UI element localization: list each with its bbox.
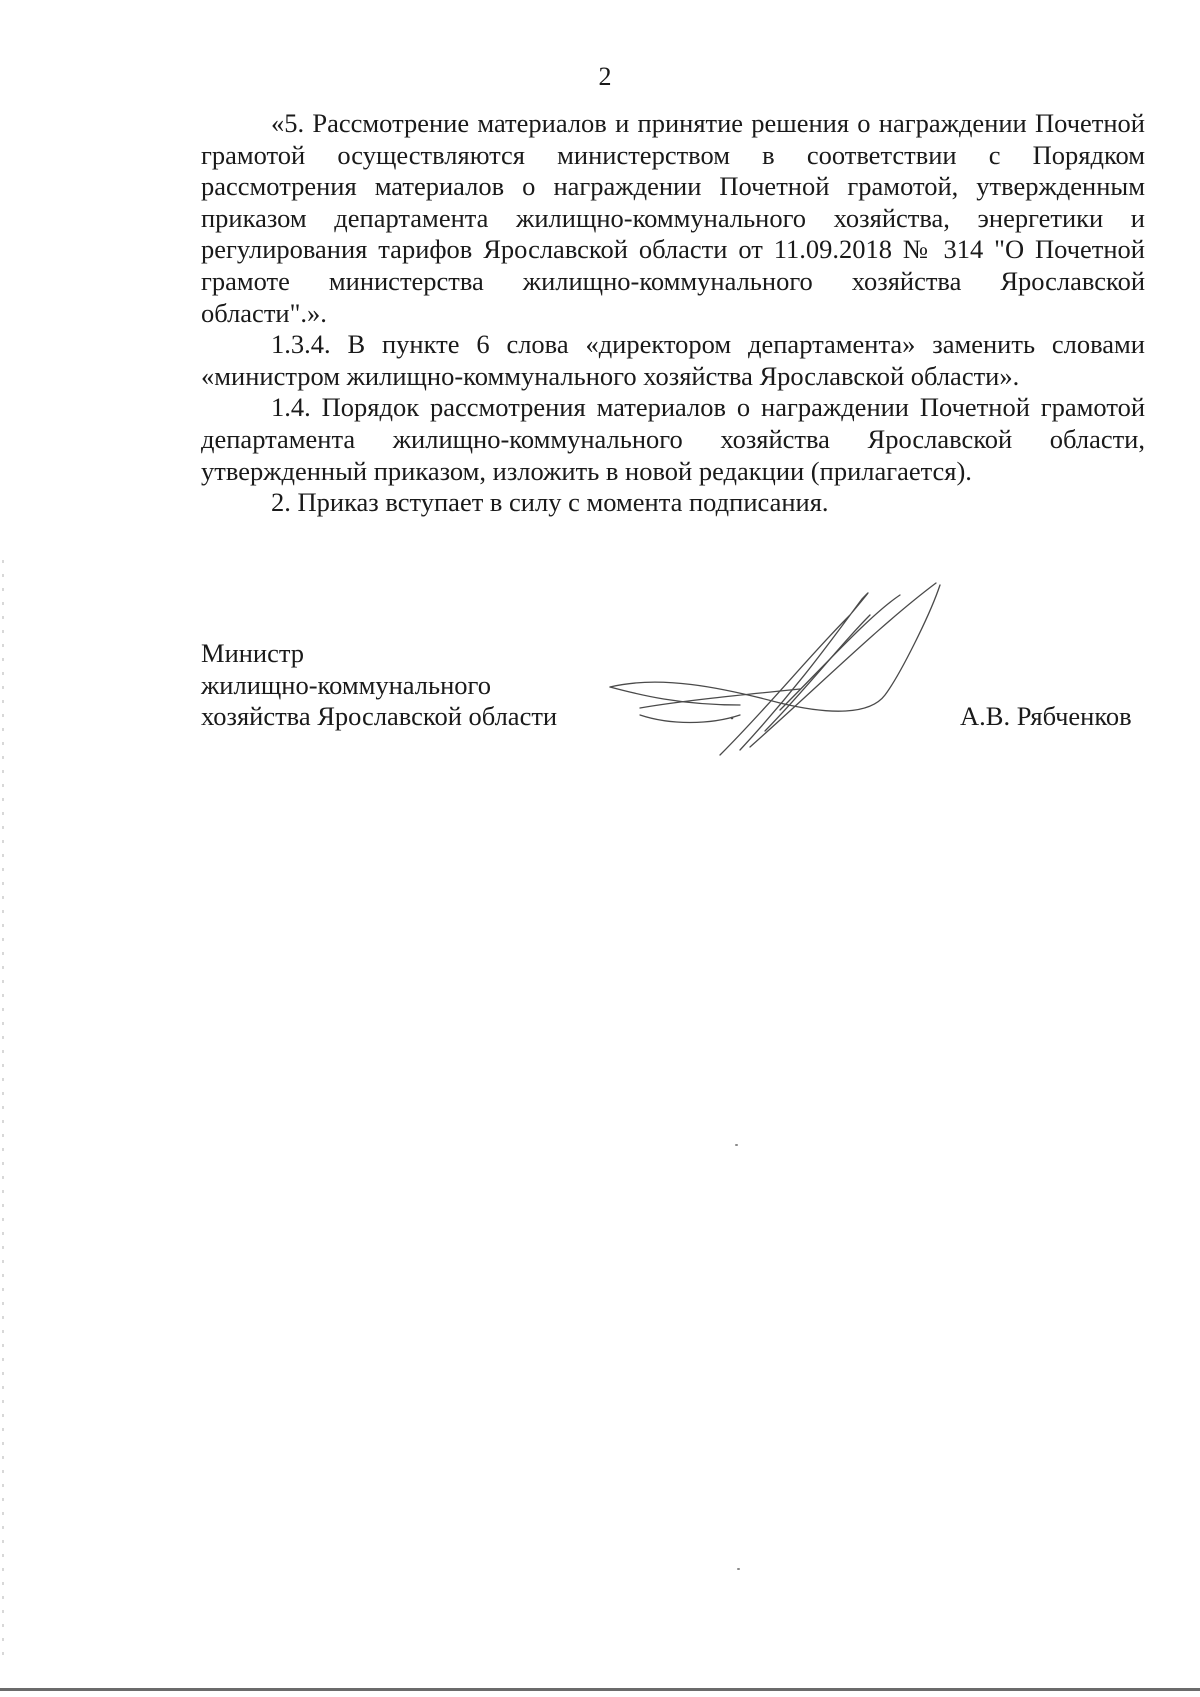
document-body — [201, 108, 1145, 519]
paragraph-2-effective: 2. Приказ вступает в силу с момента подписания. — [271, 487, 829, 518]
signer-title-line: Министр — [201, 638, 305, 668]
signer-title-line: жилищно-коммунального — [201, 669, 491, 700]
scan-speck — [737, 1568, 740, 1570]
scan-edge-artifact — [2, 560, 4, 1660]
paragraph-5-procedure: «5. Рассмотрение материалов и принятие решения о награждении Почетной грамотой осуществляются министерством в соответствии с Порядком рассмотрения материалов о награждении Почетной грамотой, утвержденным приказом департамента жилищно-коммунального хозяйства, энергетики и регулирования тарифов Ярославской области от 11.09.2018 № 314 "О Почетной грамоте министерства жилищно-коммунального хозяйства Ярославской области".». — [201, 108, 1145, 328]
scan-speck — [735, 1144, 738, 1146]
paragraph-1-4: 1.4. Порядок рассмотрения материалов о награждении Почетной грамотой департамента жилищно-коммунального хозяйства Ярославской области, утвержденный приказом, изложить в новой редакции (прилагается). — [201, 392, 1145, 486]
signer-title — [201, 638, 557, 733]
page-bottom-edge — [0, 1688, 1200, 1691]
handwritten-signature — [600, 575, 960, 775]
page-number: 2 — [598, 62, 612, 91]
signer-title-line: хозяйства Ярославской области — [201, 701, 558, 732]
paragraph-1-3-4: 1.3.4. В пункте 6 слова «директором департамента» заменить словами «министром жилищно-коммунального хозяйства Ярославской области». — [201, 329, 1145, 391]
signer-name: А.В. Рябченков — [960, 701, 1132, 731]
